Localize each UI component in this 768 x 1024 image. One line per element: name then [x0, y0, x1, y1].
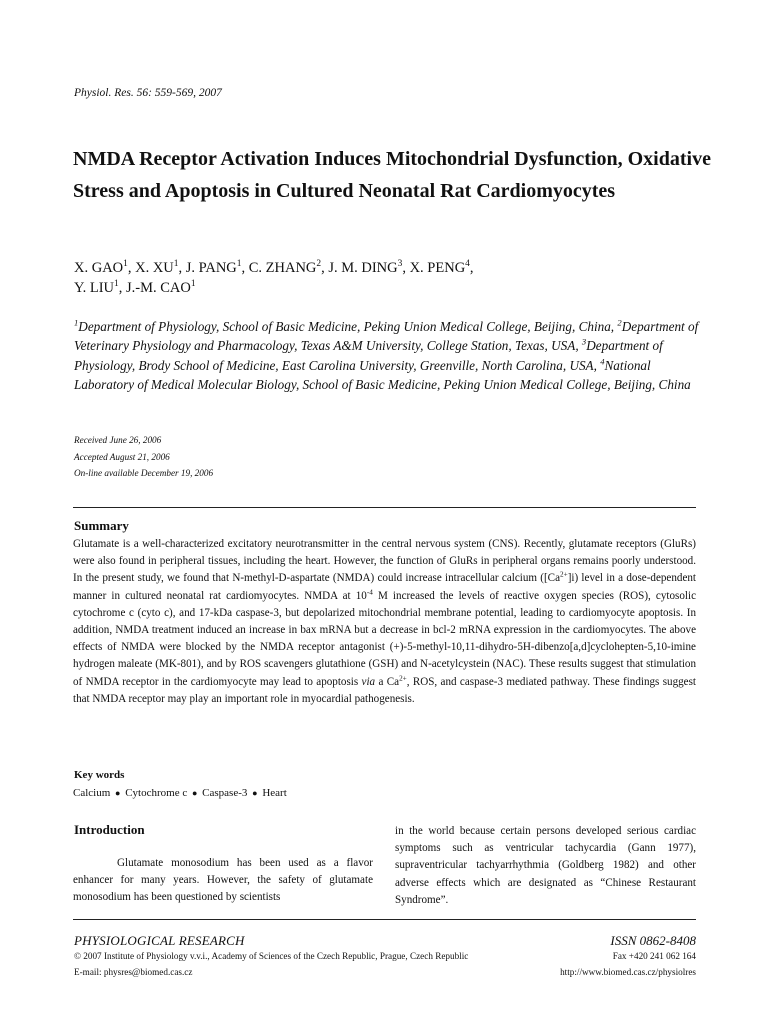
author: J. PANG$^1$: [185, 259, 242, 276]
received-date: Received June 26, 2006: [74, 435, 162, 445]
footer-issn: ISSN 0862-8408: [610, 933, 696, 948]
bullet-icon: ●: [191, 788, 198, 798]
article-title: NMDA Receptor Activation Induces Mitochondrial Dysfunction, Oxidative Stress and Apoptosis in Cultured Neonatal Rat Cardiomyocytes: [73, 148, 711, 202]
footer-divider: [73, 919, 696, 920]
summary-text: Glutamate is a well-characterized excitatory neurotransmitter in the central nervous system (CNS). Recently, glutamate receptors (GluRs) were also found in peripheral tissues, including the heart. However, the function of GluRs in peripheral organs remains poorly understood. In the present study, we found that N-methyl-D-aspartate (NMDA) could increase intracellular calcium $([Ca^{2+}]i)$ level in a dose-dependent manner in cultured neonatal rat cardiomyocytes. NMDA at $10^{-4}$ M increased the levels of reactive oxygen species (ROS), cytosolic cytochrome c (cyto c), and 17-kDa caspase-3, but depolarized mitochondrial membrane potential, leading to cardiomyocyte apoptosis. In addition, NMDA treatment induced an increase in bax mRNA but a decrease in bcl-2 mRNA expression in the cardiomyocytes. The above effects of NMDA were blocked by the NMDA receptor antagonist (+)-5-methyl-10,11-dihydro-5H-dibenzo[a,d]cyclohepten-5,10-imine hydrogen maleate (MK-801), and by ROS scavengers glutathione (GSH) and N-acetylcystein (NAC). These results suggest that stimulation of NMDA receptor in the cardiomyocyte may lead to apoptosis via a $Ca^{2+}$, ROS, and caspase-3 mediated pathway. These findings suggest that NMDA receptor may play an important role in myocardial pathogenesis.: [73, 538, 697, 705]
author: J. M. DING$^3$: [328, 259, 403, 276]
author: C. ZHANG$^2$: [248, 259, 322, 276]
author: J.-M. CAO$^1$: [125, 279, 196, 296]
bullet-icon: ●: [115, 788, 121, 798]
bullet-icon: ●: [252, 788, 258, 798]
author-list: X. GAO$^1$, X. $XU^1$, J. PANG$^1$, C. ZHANG$^2$, J. M. DING$^3$, X. PENG$^4$, Y. LIU$^1$, J.-M. CAO$^1$: [74, 259, 474, 296]
keyword: Cytochrome c: [125, 787, 188, 799]
article-dates: [74, 432, 213, 482]
author: Y. LIU$^1$: [74, 279, 119, 296]
footer-journal-name: PHYSIOLOGICAL RESEARCH: [74, 933, 245, 948]
footer-copyright: © 2007 Institute of Physiology v.v.i., Academy of Sciences of the Czech Republic, Prague, Czech Republic: [74, 951, 469, 961]
keyword: Caspase-3: [202, 787, 248, 799]
author: X. PENG$^4$: [409, 259, 470, 276]
author: X. GAO$^1$: [74, 259, 128, 276]
journal-citation: Physiol. Res. 56: 559-569, 2007: [74, 87, 222, 99]
online-date: On-line available December 19, 2006: [74, 468, 214, 478]
keyword: Calcium: [73, 787, 111, 799]
accepted-date: Accepted August 21, 2006: [74, 451, 170, 462]
affiliations: $^1$Department of Physiology, School of Basic Medicine, Peking Union Medical College, Beijing, China, $^2$Department of Veterinary Physiology and Pharmacology, Texas A&M University, College Station, Texas, USA, $^3$Department of Physiology, Brody School of Medicine, East Carolina University, Greenville, North Carolina, USA, $^4$National Laboratory of Medical Molecular Biology, School of Basic Medicine, Peking Union Medical College, Beijing, China: [74, 317, 699, 393]
introduction-heading: Introduction: [74, 822, 145, 837]
keywords-heading: Key words: [74, 769, 125, 781]
footer-url: http://www.biomed.cas.cz/physiolres: [560, 967, 696, 977]
keywords-list: [73, 787, 287, 799]
footer-fax: Fax +420 241 062 164: [612, 951, 696, 961]
footer-email: E-mail: physres@biomed.cas.cz: [74, 967, 193, 977]
introduction-left-column: Glutamate monosodium has been used as a flavor enhancer for many years. However, the safety of glutamate monosodium has been questioned by scientists: [73, 857, 373, 904]
divider: [73, 507, 696, 508]
introduction-right-column: in the world because certain persons developed serious cardiac symptoms such as ventricular tachycardia (Gann 1977), supraventricular tachyarrhythmia (Goldberg 1982) and other adverse effects which are designated as “Chinese Restaurant Syndrome”.: [395, 825, 696, 906]
summary-heading: Summary: [74, 518, 129, 533]
author: X. $XU^1$: [135, 259, 179, 276]
keyword: Heart: [262, 787, 287, 799]
